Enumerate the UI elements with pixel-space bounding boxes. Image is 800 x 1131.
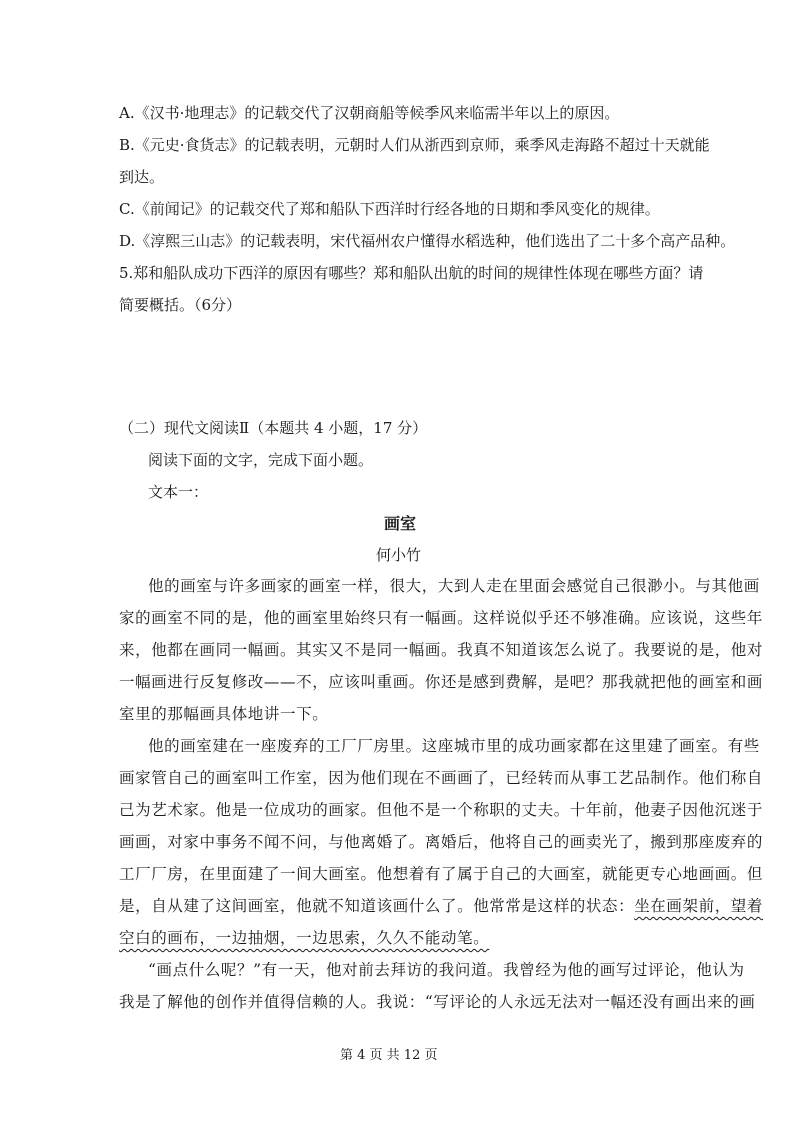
story-line: “画点什么呢？”有一天，他对前去拜访的我问道。我曾经为他的画写过评论，他认为 [148, 961, 745, 979]
story-line-with-underline [119, 896, 763, 916]
story-line: 来，他都在画同一幅画。其实又不是同一幅画。我真不知道该怎么说了。我要说的是，他对 [119, 641, 764, 659]
page-number: 第 4 页 共 12 页 [340, 1048, 438, 1063]
underlined-sentence-continued [119, 928, 489, 948]
story-line: 他的画室建在一座废弃的工厂厂房里。这座城市里的成功画家都在这里建了画室。有些 [148, 737, 760, 755]
story-line: 工厂厂房，在里面建了一间大画室。他想着有了属于自己的大画室，就能更专心地画画。但 [119, 865, 764, 883]
story-line: 他的画室与许多画家的画室一样，很大，大到人走在里面会感觉自己很渺小。与其他画 [148, 577, 760, 595]
story-author: 何小竹 [376, 546, 422, 564]
option-c: C.《前闻记》的记载交代了郑和船队下西洋时行经各地的日期和季风变化的规律。 [119, 200, 660, 218]
story-line: 我是了解他的创作并值得信赖的人。我说：“写评论的人永远无法对一幅还没有画出来的画 [119, 993, 756, 1011]
underlined-sentence: 空白的画布，一边抽烟，一边思索，久久不能动笔。 [119, 929, 490, 947]
story-line: 画画，对家中事务不闻不问，与他离婚了。离婚后，他将自己的画卖光了，搬到那座废弃的 [119, 833, 764, 851]
section-instruction: 阅读下面的文字，完成下面小题。 [148, 451, 374, 469]
story-line: 一幅画进行反复修改——不，应该叫重画。你还是感到费解，是吧？那我就把他的画室和画 [119, 673, 764, 691]
story-line: 室里的那幅画具体地讲一下。 [119, 705, 329, 723]
option-a: A.《汉书·地理志》的记载交代了汉朝商船等候季风来临需半年以上的原因。 [119, 104, 620, 122]
option-b-continued: 到达。 [119, 168, 165, 186]
story-line: 家的画室不同的是，他的画室里始终只有一幅画。这样说似乎还不够准确。应该说，这些年 [119, 609, 764, 627]
question-5-continued: 简要概括。（6分） [119, 296, 242, 314]
option-d: D.《淳熙三山志》的记载表明，宋代福州农户懂得水稻选种，他们选出了二十多个高产品种。 [119, 232, 736, 250]
story-title: 画室 [384, 514, 417, 533]
text-label: 文本一： [148, 483, 209, 501]
story-line: 己为艺术家。他是一位成功的画家。但他不是一个称职的丈夫。十年前，他妻子因他沉迷于 [119, 801, 764, 819]
section-heading: （二）现代文阅读Ⅱ（本题共 4 小题，17 分） [119, 419, 428, 437]
underlined-sentence: 坐在画架前，望着 [634, 897, 764, 915]
option-b: B.《元史·食货志》的记载表明，元朝时人们从浙西到京师，乘季风走海路不超过十天就能 [119, 136, 710, 154]
question-5: 5.郑和船队成功下西洋的原因有哪些？郑和船队出航的时间的规律性体现在哪些方面？请 [119, 264, 704, 282]
story-line: 画家管自己的画室叫工作室，因为他们现在不画画了，已经转而从事工艺品制作。他们称自 [119, 769, 764, 787]
story-line-text: 是，自从建了这间画室，他就不知道该画什么了。他常常是这样的状态： [119, 897, 635, 915]
